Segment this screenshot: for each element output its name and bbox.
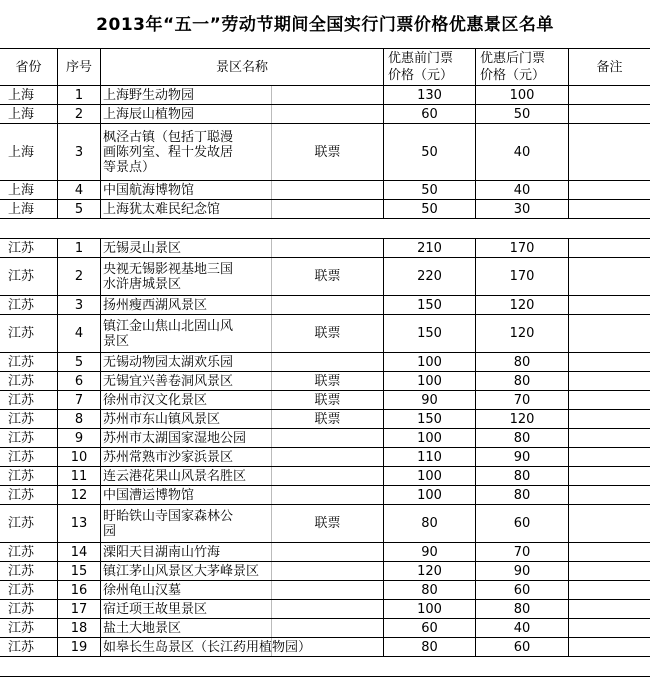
scenic-name-cell bbox=[101, 86, 272, 104]
scenic-name-cell bbox=[101, 372, 272, 390]
pre-discount-price-cell: 50 bbox=[384, 124, 476, 180]
pre-discount-price-cell: 150 bbox=[384, 315, 476, 352]
post-discount-price-cell: 70 bbox=[476, 391, 569, 409]
scenic-name: 无锡动物园太湖欢乐园 bbox=[103, 354, 234, 370]
serial-number-cell: 13 bbox=[58, 505, 101, 542]
table-row bbox=[0, 543, 650, 562]
table-row bbox=[0, 429, 650, 448]
table-row bbox=[0, 562, 650, 581]
scenic-name: 如皋长生岛景区（长江药用植物园） bbox=[103, 639, 312, 655]
table-row bbox=[0, 124, 650, 181]
remark-cell bbox=[569, 619, 650, 637]
pre-discount-price-cell: 100 bbox=[384, 353, 476, 371]
province-cell: 江苏 bbox=[0, 429, 58, 447]
blank-row bbox=[0, 657, 650, 677]
remark-cell bbox=[569, 562, 650, 580]
serial-number-cell: 2 bbox=[58, 105, 101, 123]
remark-cell bbox=[569, 467, 650, 485]
remark-cell bbox=[569, 258, 650, 295]
joint-ticket-cell bbox=[272, 543, 384, 561]
scenic-name: 中国航海博物馆 bbox=[103, 182, 195, 198]
post-discount-price-cell: 90 bbox=[476, 562, 569, 580]
province-cell: 上海 bbox=[0, 181, 58, 199]
pre-discount-price-cell: 60 bbox=[384, 105, 476, 123]
post-discount-price-cell: 80 bbox=[476, 600, 569, 618]
post-discount-price-cell: 60 bbox=[476, 505, 569, 542]
scenic-name-cell bbox=[101, 581, 272, 599]
remark-cell bbox=[569, 105, 650, 123]
post-discount-price-cell: 40 bbox=[476, 619, 569, 637]
pre-discount-price-cell: 100 bbox=[384, 467, 476, 485]
post-discount-price-cell: 40 bbox=[476, 124, 569, 180]
remark-cell bbox=[569, 353, 650, 371]
serial-number-cell: 19 bbox=[58, 638, 101, 656]
serial-number-cell: 7 bbox=[58, 391, 101, 409]
serial-number-cell: 4 bbox=[58, 315, 101, 352]
post-discount-price-cell: 80 bbox=[476, 372, 569, 390]
scenic-name: 宿迁项王故里景区 bbox=[103, 601, 208, 617]
scenic-name: 枫泾古镇（包括丁聪漫画陈列室、程十发故居等景点） bbox=[103, 129, 234, 175]
table-row bbox=[0, 86, 650, 105]
joint-ticket-cell bbox=[272, 448, 384, 466]
scenic-name-cell bbox=[101, 239, 272, 257]
province-cell: 江苏 bbox=[0, 372, 58, 390]
remark-cell bbox=[569, 543, 650, 561]
pre-discount-price-cell: 50 bbox=[384, 200, 476, 218]
joint-ticket-cell bbox=[272, 619, 384, 637]
joint-ticket-cell bbox=[272, 353, 384, 371]
scenic-name: 苏州市太湖国家湿地公园 bbox=[103, 430, 247, 446]
scenic-name: 盐土大地景区 bbox=[103, 620, 182, 636]
document-title: 2013年“五一”劳动节期间全国实行门票价格优惠景区名单 bbox=[96, 15, 554, 35]
pre-discount-price-cell: 150 bbox=[384, 410, 476, 428]
table-row bbox=[0, 391, 650, 410]
remark-cell bbox=[569, 505, 650, 542]
remark-cell bbox=[569, 86, 650, 104]
scenic-name: 上海犹太难民纪念馆 bbox=[103, 201, 221, 217]
pre-discount-price-cell: 60 bbox=[384, 619, 476, 637]
serial-number-cell: 2 bbox=[58, 258, 101, 295]
pre-discount-price-cell: 130 bbox=[384, 86, 476, 104]
joint-ticket-cell bbox=[272, 86, 384, 104]
post-discount-price-cell: 70 bbox=[476, 543, 569, 561]
province-cell: 江苏 bbox=[0, 581, 58, 599]
post-discount-price-cell: 60 bbox=[476, 581, 569, 599]
table-row bbox=[0, 619, 650, 638]
scenic-name-cell bbox=[101, 600, 272, 618]
serial-number-cell: 8 bbox=[58, 410, 101, 428]
pre-discount-price-cell: 110 bbox=[384, 448, 476, 466]
joint-ticket-cell bbox=[272, 600, 384, 618]
province-cell: 江苏 bbox=[0, 600, 58, 618]
remark-cell bbox=[569, 410, 650, 428]
scenic-name: 扬州瘦西湖风景区 bbox=[103, 297, 208, 313]
joint-ticket-cell bbox=[272, 467, 384, 485]
joint-ticket-cell: 联票 bbox=[272, 505, 384, 542]
table-row bbox=[0, 315, 650, 353]
serial-number-cell: 3 bbox=[58, 296, 101, 314]
scenic-name: 上海野生动物园 bbox=[103, 87, 195, 103]
joint-ticket-cell bbox=[272, 296, 384, 314]
post-discount-price-cell: 80 bbox=[476, 429, 569, 447]
pre-discount-price-cell: 50 bbox=[384, 181, 476, 199]
header-pre-price-line1: 优惠前门票 bbox=[388, 51, 454, 66]
serial-number-cell: 1 bbox=[58, 86, 101, 104]
province-cell: 江苏 bbox=[0, 505, 58, 542]
table-row bbox=[0, 581, 650, 600]
scenic-name: 徐州龟山汉墓 bbox=[103, 582, 182, 598]
table-row bbox=[0, 372, 650, 391]
header-remark: 备注 bbox=[596, 59, 623, 75]
serial-number-cell: 4 bbox=[58, 181, 101, 199]
scenic-name: 镇江金山焦山北固山风景区 bbox=[103, 318, 234, 349]
table-row bbox=[0, 105, 650, 124]
pre-discount-price-cell: 80 bbox=[384, 581, 476, 599]
remark-cell bbox=[569, 296, 650, 314]
scenic-name-cell bbox=[101, 486, 272, 504]
serial-number-cell: 15 bbox=[58, 562, 101, 580]
scenic-name: 徐州市汉文化景区 bbox=[103, 392, 208, 408]
table-row bbox=[0, 448, 650, 467]
province-cell: 江苏 bbox=[0, 239, 58, 257]
remark-cell bbox=[569, 391, 650, 409]
table-row bbox=[0, 600, 650, 619]
header-name: 景区名称 bbox=[101, 49, 384, 85]
header-no: 序号 bbox=[58, 49, 101, 85]
table-row bbox=[0, 296, 650, 315]
joint-ticket-cell bbox=[272, 105, 384, 123]
remark-cell bbox=[569, 124, 650, 180]
scenic-name: 上海辰山植物园 bbox=[103, 106, 195, 122]
post-discount-price-cell: 170 bbox=[476, 258, 569, 295]
pre-discount-price-cell: 100 bbox=[384, 486, 476, 504]
joint-ticket-cell bbox=[272, 181, 384, 199]
pre-discount-price-cell: 150 bbox=[384, 296, 476, 314]
header-province: 省份 bbox=[0, 49, 58, 85]
post-discount-price-cell: 80 bbox=[476, 486, 569, 504]
joint-ticket-cell: 联票 bbox=[272, 410, 384, 428]
header-post-price-line2: 价格（元） bbox=[480, 68, 546, 83]
post-discount-price-cell: 50 bbox=[476, 105, 569, 123]
scenic-name-cell bbox=[101, 296, 272, 314]
province-cell: 江苏 bbox=[0, 543, 58, 561]
joint-ticket-cell bbox=[272, 239, 384, 257]
scenic-name-cell bbox=[101, 505, 272, 542]
joint-ticket-cell: 联票 bbox=[272, 315, 384, 352]
pre-discount-price-cell: 120 bbox=[384, 562, 476, 580]
serial-number-cell: 10 bbox=[58, 448, 101, 466]
remark-cell bbox=[569, 200, 650, 218]
table-row bbox=[0, 181, 650, 200]
province-cell: 江苏 bbox=[0, 315, 58, 352]
post-discount-price-cell: 170 bbox=[476, 239, 569, 257]
table-header-row bbox=[0, 48, 650, 86]
serial-number-cell: 5 bbox=[58, 353, 101, 371]
province-cell: 上海 bbox=[0, 105, 58, 123]
post-discount-price-cell: 40 bbox=[476, 181, 569, 199]
pre-discount-price-cell: 100 bbox=[384, 600, 476, 618]
remark-cell bbox=[569, 581, 650, 599]
pre-discount-price-cell: 80 bbox=[384, 638, 476, 656]
table-row bbox=[0, 467, 650, 486]
scenic-name-cell bbox=[101, 315, 272, 352]
province-cell: 江苏 bbox=[0, 353, 58, 371]
pre-discount-price-cell: 100 bbox=[384, 372, 476, 390]
scenic-name: 无锡灵山景区 bbox=[103, 240, 182, 256]
province-cell: 江苏 bbox=[0, 391, 58, 409]
scenic-name: 无锡宜兴善卷洞风景区 bbox=[103, 373, 234, 389]
scenic-name-cell bbox=[101, 181, 272, 199]
scenic-name-cell bbox=[101, 619, 272, 637]
serial-number-cell: 14 bbox=[58, 543, 101, 561]
scenic-name: 央视无锡影视基地三国水浒唐城景区 bbox=[103, 261, 234, 292]
joint-ticket-cell: 联票 bbox=[272, 372, 384, 390]
scenic-name-cell bbox=[101, 467, 272, 485]
post-discount-price-cell: 60 bbox=[476, 638, 569, 656]
post-discount-price-cell: 120 bbox=[476, 410, 569, 428]
pre-discount-price-cell: 210 bbox=[384, 239, 476, 257]
scenic-name: 苏州市东山镇风景区 bbox=[103, 411, 221, 427]
remark-cell bbox=[569, 372, 650, 390]
scenic-name: 镇江茅山风景区大茅峰景区 bbox=[103, 563, 260, 579]
post-discount-price-cell: 30 bbox=[476, 200, 569, 218]
joint-ticket-cell: 联票 bbox=[272, 258, 384, 295]
joint-ticket-cell: 联票 bbox=[272, 124, 384, 180]
scenic-name-cell bbox=[101, 200, 272, 218]
scenic-name-cell bbox=[101, 105, 272, 123]
remark-cell bbox=[569, 486, 650, 504]
serial-number-cell: 18 bbox=[58, 619, 101, 637]
province-cell: 上海 bbox=[0, 124, 58, 180]
scenic-name-cell bbox=[101, 124, 272, 180]
province-cell: 江苏 bbox=[0, 638, 58, 656]
province-cell: 江苏 bbox=[0, 296, 58, 314]
scenic-name-cell bbox=[101, 353, 272, 371]
joint-ticket-cell bbox=[272, 429, 384, 447]
header-pre-price-line2: 价格（元） bbox=[388, 68, 454, 83]
scenic-name-cell bbox=[101, 391, 272, 409]
post-discount-price-cell: 120 bbox=[476, 296, 569, 314]
joint-ticket-cell bbox=[272, 200, 384, 218]
table-row bbox=[0, 638, 650, 657]
serial-number-cell: 12 bbox=[58, 486, 101, 504]
pre-discount-price-cell: 90 bbox=[384, 543, 476, 561]
serial-number-cell: 16 bbox=[58, 581, 101, 599]
scenic-name: 盱眙铁山寺国家森林公园 bbox=[103, 508, 234, 539]
province-cell: 江苏 bbox=[0, 467, 58, 485]
remark-cell bbox=[569, 315, 650, 352]
remark-cell bbox=[569, 239, 650, 257]
pre-discount-price-cell: 100 bbox=[384, 429, 476, 447]
post-discount-price-cell: 100 bbox=[476, 86, 569, 104]
pre-discount-price-cell: 80 bbox=[384, 505, 476, 542]
scenic-name: 中国漕运博物馆 bbox=[103, 487, 195, 503]
scenic-name-cell bbox=[101, 410, 272, 428]
remark-cell bbox=[569, 181, 650, 199]
remark-cell bbox=[569, 638, 650, 656]
province-cell: 上海 bbox=[0, 200, 58, 218]
table-row bbox=[0, 505, 650, 543]
header-post-price bbox=[476, 49, 569, 85]
serial-number-cell: 6 bbox=[58, 372, 101, 390]
post-discount-price-cell: 80 bbox=[476, 467, 569, 485]
pre-discount-price-cell: 90 bbox=[384, 391, 476, 409]
table-row bbox=[0, 486, 650, 505]
remark-cell bbox=[569, 448, 650, 466]
serial-number-cell: 17 bbox=[58, 600, 101, 618]
scenic-name-cell bbox=[101, 429, 272, 447]
province-cell: 江苏 bbox=[0, 410, 58, 428]
table-row bbox=[0, 353, 650, 372]
scenic-name: 连云港花果山风景名胜区 bbox=[103, 468, 247, 484]
scenic-area-table bbox=[0, 48, 650, 677]
header-pre-price bbox=[384, 49, 476, 85]
scenic-name-cell bbox=[101, 638, 312, 656]
post-discount-price-cell: 90 bbox=[476, 448, 569, 466]
serial-number-cell: 11 bbox=[58, 467, 101, 485]
table-row bbox=[0, 410, 650, 429]
joint-ticket-cell bbox=[272, 581, 384, 599]
post-discount-price-cell: 80 bbox=[476, 353, 569, 371]
scenic-name-cell bbox=[101, 543, 272, 561]
scenic-name-cell bbox=[101, 258, 272, 295]
province-cell: 上海 bbox=[0, 86, 58, 104]
serial-number-cell: 9 bbox=[58, 429, 101, 447]
serial-number-cell: 1 bbox=[58, 239, 101, 257]
table-row bbox=[0, 200, 650, 219]
joint-ticket-cell: 联票 bbox=[272, 391, 384, 409]
blank-row bbox=[0, 219, 650, 239]
serial-number-cell: 3 bbox=[58, 124, 101, 180]
header-post-price-line1: 优惠后门票 bbox=[480, 51, 546, 66]
table-row bbox=[0, 258, 650, 296]
scenic-name-cell bbox=[101, 448, 272, 466]
remark-cell bbox=[569, 429, 650, 447]
pre-discount-price-cell: 220 bbox=[384, 258, 476, 295]
province-cell: 江苏 bbox=[0, 619, 58, 637]
joint-ticket-cell bbox=[272, 562, 384, 580]
scenic-name: 苏州常熟市沙家浜景区 bbox=[103, 449, 234, 465]
serial-number-cell: 5 bbox=[58, 200, 101, 218]
scenic-name-cell bbox=[101, 562, 272, 580]
province-cell: 江苏 bbox=[0, 448, 58, 466]
remark-cell bbox=[569, 600, 650, 618]
province-cell: 江苏 bbox=[0, 486, 58, 504]
scenic-name: 溧阳天目湖南山竹海 bbox=[103, 544, 221, 560]
post-discount-price-cell: 120 bbox=[476, 315, 569, 352]
table-row bbox=[0, 239, 650, 258]
joint-ticket-cell bbox=[272, 486, 384, 504]
province-cell: 江苏 bbox=[0, 562, 58, 580]
province-cell: 江苏 bbox=[0, 258, 58, 295]
